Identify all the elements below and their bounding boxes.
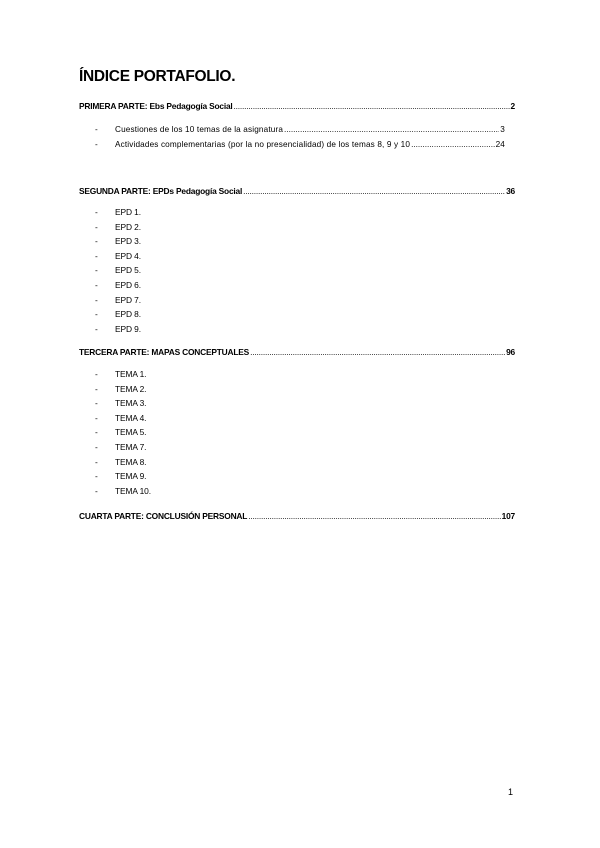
subitem-label: Cuestiones de los 10 temas de la asignatura [115, 125, 284, 134]
bullet-dash: - [95, 125, 98, 134]
list-item [95, 236, 141, 251]
bullet-dash: - [95, 207, 98, 217]
bullet-dash: - [95, 140, 98, 149]
page-number-footer: 1 [508, 787, 514, 797]
subitem-label: Actividades complementarias (por la no presencialidad) de los temas 8, 9 y 10 [115, 140, 411, 149]
toc-section-3 [79, 347, 515, 357]
toc-section-4 [79, 511, 515, 521]
list-item [95, 207, 141, 222]
list-item-label: TEMA 1. [115, 369, 147, 379]
list-item [95, 413, 151, 428]
list-item-label: EPD 2. [115, 221, 141, 232]
list-item [95, 295, 141, 310]
list-item-label: EPD 6. [115, 279, 141, 290]
list-item-label: TEMA 7. [115, 441, 147, 452]
bullet-dash: - [95, 294, 98, 305]
document-title: ÍNDICE PORTAFOLIO. [79, 68, 236, 85]
list-item-label: TEMA 5. [115, 427, 147, 438]
dot-leader [234, 101, 510, 111]
section-label: PRIMERA PARTE: Ebs Pedagogía Social [79, 101, 233, 111]
list-item-label: TEMA 3. [115, 398, 147, 409]
subitem-page-number: 3 [500, 125, 505, 134]
list-item [95, 369, 151, 384]
list-item [95, 309, 141, 324]
list-item-label: TEMA 2. [115, 383, 147, 394]
toc-subitem-2 [95, 140, 505, 149]
section-label: CUARTA PARTE: CONCLUSIÓN PERSONAL [79, 511, 248, 521]
list-item [95, 486, 151, 501]
list-item-label: EPD 7. [115, 294, 141, 305]
bullet-dash: - [95, 369, 98, 379]
dot-leader [248, 511, 500, 521]
bullet-dash: - [95, 323, 98, 334]
bullet-dash: - [95, 398, 98, 409]
bullet-dash: - [95, 441, 98, 452]
bullet-dash: - [95, 221, 98, 232]
toc-subitem-1 [95, 125, 505, 134]
bullet-dash: - [95, 309, 98, 320]
list-item [95, 471, 151, 486]
dot-leader [411, 140, 495, 149]
list-item-label: EPD 4. [115, 250, 141, 261]
epd-list [95, 207, 141, 338]
bullet-dash: - [95, 383, 98, 394]
bullet-dash: - [95, 471, 98, 482]
toc-section-2 [79, 186, 515, 196]
list-item [95, 222, 141, 237]
subitem-page-number: 24 [495, 140, 505, 149]
bullet-dash: - [95, 265, 98, 276]
bullet-dash: - [95, 250, 98, 261]
dot-leader [243, 186, 505, 196]
list-item [95, 280, 141, 295]
list-item [95, 398, 151, 413]
section-label: TERCERA PARTE: MAPAS CONCEPTUALES [79, 347, 250, 357]
bullet-dash: - [95, 412, 98, 423]
section-page-number: 36 [506, 186, 515, 196]
list-item-label: TEMA 8. [115, 456, 147, 467]
toc-section-1 [79, 101, 515, 111]
list-item [95, 384, 151, 399]
bullet-dash: - [95, 427, 98, 438]
tema-list [95, 369, 151, 500]
list-item-label: EPD 1. [115, 207, 141, 217]
list-item [95, 251, 141, 266]
list-item-label: EPD 8. [115, 309, 141, 320]
section-page-number: 107 [501, 511, 515, 521]
list-item-label: TEMA 9. [115, 471, 147, 482]
section-page-number: 96 [506, 347, 515, 357]
bullet-dash: - [95, 236, 98, 247]
list-item-label: TEMA 10. [115, 485, 151, 496]
list-item-label: EPD 9. [115, 323, 141, 334]
list-item [95, 427, 151, 442]
bullet-dash: - [95, 485, 98, 496]
list-item-label: TEMA 4. [115, 412, 147, 423]
dot-leader [284, 125, 499, 134]
list-item-label: EPD 3. [115, 236, 141, 247]
bullet-dash: - [95, 279, 98, 290]
bullet-dash: - [95, 456, 98, 467]
list-item [95, 442, 151, 457]
list-item [95, 324, 141, 339]
section-label: SEGUNDA PARTE: EPDs Pedagogía Social [79, 186, 243, 196]
section-page-number: 2 [510, 101, 515, 111]
list-item [95, 265, 141, 280]
dot-leader [250, 347, 505, 357]
list-item [95, 457, 151, 472]
list-item-label: EPD 5. [115, 265, 141, 276]
